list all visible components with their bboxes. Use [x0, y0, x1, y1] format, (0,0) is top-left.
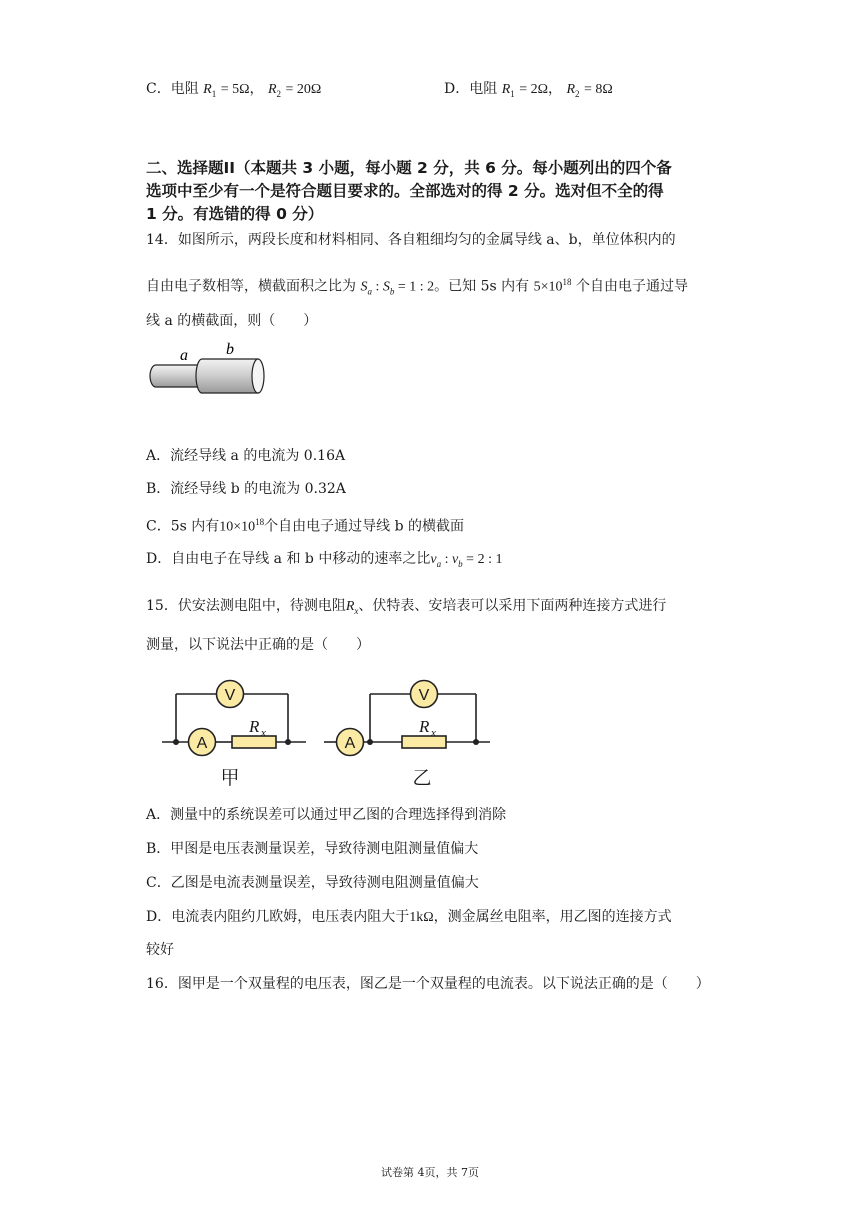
- ammeter-label: A: [196, 735, 208, 752]
- q15-option-c: C．乙图是电流表测量误差，导致待测电阻测量值偏大: [146, 875, 479, 891]
- resistor-icon: [232, 736, 276, 748]
- q13-option-c: C．电阻 $R_1 = 5\Omega$， $R_2 = 20\Omega$: [146, 81, 322, 99]
- section-heading: [146, 157, 726, 226]
- q14-stem-line3: 线 a 的横截面，则（ ）: [146, 313, 318, 329]
- q15-option-d-cont: 较好: [146, 942, 174, 958]
- resistor-icon: [402, 736, 446, 748]
- resistor-label-sub: x: [261, 727, 266, 739]
- ammeter-label: A: [344, 735, 356, 752]
- q14-option-d: D．自由电子在导线 a 和 b 中移动的速率之比$v_a$ : $v_b = 2$ : 1: [146, 551, 503, 569]
- q15-circuit-figure: [160, 674, 496, 792]
- q15-option-b: B．甲图是电压表测量误差，导致待测电阻测量值偏大: [146, 841, 479, 857]
- resistor-label: R: [249, 717, 260, 736]
- section-heading-line: 1 分。有选错的得 0 分）: [146, 205, 324, 223]
- wire-a-label: a: [180, 347, 188, 364]
- voltmeter-label: V: [418, 687, 430, 704]
- section-heading-line: 选项中至少有一个是符合题目要求的。全部选对的得 2 分。选对但不全的得: [146, 182, 664, 200]
- q15-option-a: A．测量中的系统误差可以通过甲乙图的合理选择得到消除: [146, 807, 507, 823]
- resistor-label: R: [419, 717, 430, 736]
- wire-b-label: b: [226, 341, 234, 358]
- q14-stem-line1: 14．如图所示，两段长度和材料相同、各自粗细均匀的金属导线 a、b，单位体积内的: [146, 232, 676, 248]
- section-heading-line: 二、选择题II（本题共 3 小题，每小题 2 分，共 6 分。每小题列出的四个备: [146, 159, 672, 177]
- q13-option-d: D．电阻 $R_1 = 2\Omega$， $R_2 = 8\Omega$: [444, 81, 613, 99]
- resistor-label-sub: x: [431, 727, 436, 739]
- circuit-caption-left: 甲: [220, 767, 240, 789]
- q14-option-a: A．流经导线 a 的电流为 0.16A: [146, 448, 346, 464]
- q15-option-d: D．电流表内阻约几欧姆，电压表内阻大于1kΩ，测金属丝电阻率，用乙图的连接方式: [146, 909, 672, 925]
- q16-stem: 16．图甲是一个双量程的电压表，图乙是一个双量程的电流表。以下说法正确的是（ ）: [146, 976, 710, 992]
- voltmeter-label: V: [224, 687, 236, 704]
- q14-wire-figure: [144, 338, 272, 400]
- q14-option-c: C．5s 内有$10\times 10^{18}$个自由电子通过导线 b 的横截面: [146, 517, 465, 535]
- q14-stem-line2: 自由电子数相等，横截面积之比为 $S_a$ : $S_b = 1$ : 2。已知 5s 内有 $5\times 10^{18}$ 个自由电子通过导: [146, 277, 688, 297]
- q15-stem-line2: 测量，以下说法中正确的是（ ）: [146, 637, 370, 653]
- circuit-caption-right: 乙: [412, 767, 432, 789]
- q15-stem-line1: 15．伏安法测电阻中，待测电阻$R_x$、伏特表、安培表可以采用下面两种连接方式进行: [146, 598, 667, 616]
- q14-option-b: B．流经导线 b 的电流为 0.32A: [146, 481, 346, 497]
- page-footer: 试卷第 4页，共 7页: [381, 1166, 479, 1179]
